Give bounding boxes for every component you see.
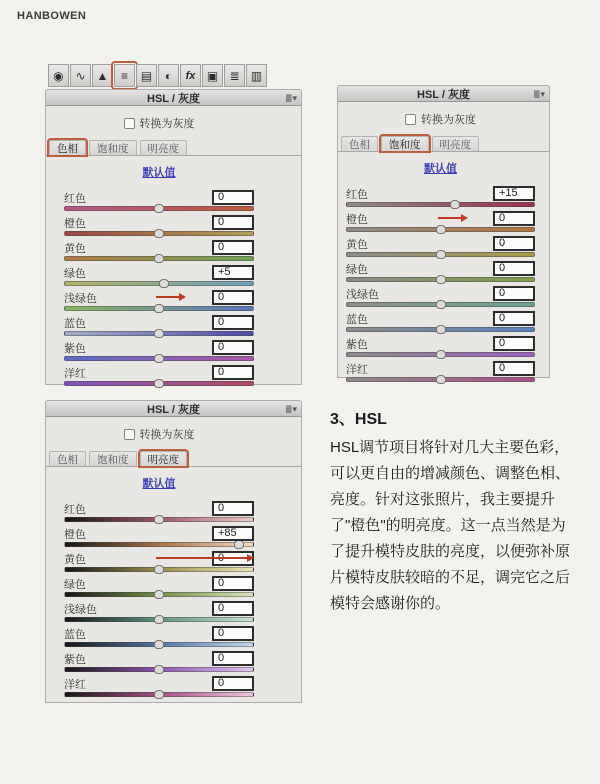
tab-bar bbox=[46, 451, 301, 467]
slider-value-input[interactable]: 0 bbox=[212, 190, 254, 205]
slider-thumb[interactable] bbox=[436, 350, 446, 359]
annotation-arrow-icon bbox=[156, 296, 180, 298]
slider-value-input[interactable]: 0 bbox=[212, 576, 254, 591]
panel-header bbox=[46, 90, 301, 106]
panel-menu-icon[interactable]: ≣▾ bbox=[284, 93, 297, 103]
slider-label: 红色 bbox=[64, 503, 86, 516]
slider-row bbox=[346, 336, 535, 357]
lens-corrections-icon[interactable]: ◐ bbox=[158, 64, 179, 87]
slider-list bbox=[64, 190, 254, 386]
article-block bbox=[330, 406, 574, 617]
slider-value-input[interactable]: 0 bbox=[212, 215, 254, 230]
slider-thumb[interactable] bbox=[436, 375, 446, 384]
slider-label: 黄色 bbox=[346, 238, 368, 251]
slider-track[interactable] bbox=[346, 377, 535, 382]
slider-row bbox=[64, 240, 254, 261]
slider-track[interactable] bbox=[64, 331, 254, 336]
slider-label: 绿色 bbox=[64, 578, 86, 591]
slider-row bbox=[64, 315, 254, 336]
slider-label: 绿色 bbox=[64, 267, 86, 280]
slider-row bbox=[346, 211, 535, 232]
effects-icon[interactable]: fx bbox=[180, 64, 201, 87]
slider-label: 蓝色 bbox=[346, 313, 368, 326]
convert-grayscale-row bbox=[64, 426, 254, 442]
slider-row bbox=[64, 676, 254, 697]
slider-label: 浅绿色 bbox=[64, 292, 97, 305]
slider-thumb[interactable] bbox=[436, 325, 446, 334]
defaults-link[interactable]: 默认值 bbox=[142, 478, 176, 490]
convert-grayscale-checkbox[interactable] bbox=[405, 114, 416, 125]
slider-label: 橙色 bbox=[64, 217, 86, 230]
slider-thumb[interactable] bbox=[436, 250, 446, 259]
slider-value-input[interactable]: 0 bbox=[212, 290, 254, 305]
tab-bar bbox=[46, 140, 301, 156]
slider-value-input[interactable]: 0 bbox=[212, 626, 254, 641]
slider-row bbox=[64, 576, 254, 597]
acr-toolbar bbox=[48, 64, 267, 87]
slider-value-input[interactable]: 0 bbox=[493, 286, 535, 301]
snapshots-icon[interactable]: ▥ bbox=[246, 64, 267, 87]
slider-row bbox=[64, 551, 254, 572]
slider-row bbox=[64, 626, 254, 647]
slider-track[interactable] bbox=[346, 352, 535, 357]
slider-value-input[interactable]: 0 bbox=[212, 501, 254, 516]
slider-thumb[interactable] bbox=[436, 300, 446, 309]
slider-label: 洋红 bbox=[64, 678, 86, 691]
slider-thumb[interactable] bbox=[234, 540, 244, 549]
slider-row bbox=[64, 215, 254, 236]
slider-row bbox=[346, 311, 535, 332]
slider-thumb[interactable] bbox=[154, 615, 164, 624]
panel-header bbox=[338, 86, 549, 102]
panel-title: HSL / 灰度 bbox=[147, 92, 200, 105]
slider-track[interactable] bbox=[346, 202, 535, 207]
slider-value-input[interactable]: +5 bbox=[212, 265, 254, 280]
watermark: HANBOWEN bbox=[17, 10, 87, 22]
defaults-row bbox=[346, 159, 535, 177]
panel-header bbox=[46, 401, 301, 417]
slider-value-input[interactable]: 0 bbox=[493, 336, 535, 351]
slider-label: 蓝色 bbox=[64, 317, 86, 330]
slider-track[interactable] bbox=[64, 231, 254, 236]
slider-track[interactable] bbox=[64, 381, 254, 386]
convert-grayscale-label: 转换为灰度 bbox=[421, 114, 476, 126]
slider-row bbox=[64, 365, 254, 386]
slider-value-input[interactable]: 0 bbox=[493, 311, 535, 326]
slider-thumb[interactable] bbox=[154, 354, 164, 363]
hsl-grayscale-icon[interactable]: ≡ bbox=[114, 64, 135, 87]
slider-row bbox=[64, 526, 254, 547]
camera-calibration-icon[interactable]: ▣ bbox=[202, 64, 223, 87]
tab-luminance[interactable]: 明亮度 bbox=[432, 136, 480, 151]
slider-value-input[interactable]: 0 bbox=[493, 261, 535, 276]
basic-icon[interactable]: ◉ bbox=[48, 64, 69, 87]
slider-value-input[interactable]: 0 bbox=[493, 236, 535, 251]
slider-label: 绿色 bbox=[346, 263, 368, 276]
slider-value-input[interactable]: 0 bbox=[493, 211, 535, 226]
slider-list bbox=[346, 186, 535, 382]
slider-track[interactable] bbox=[346, 302, 535, 307]
presets-icon[interactable]: ≣ bbox=[224, 64, 245, 87]
slider-thumb[interactable] bbox=[436, 275, 446, 284]
defaults-row bbox=[64, 474, 254, 492]
defaults-link[interactable]: 默认值 bbox=[142, 167, 176, 179]
defaults-row bbox=[64, 163, 254, 181]
tab-saturation[interactable]: 饱和度 bbox=[89, 451, 137, 466]
slider-row bbox=[346, 261, 535, 282]
slider-label: 蓝色 bbox=[64, 628, 86, 641]
slider-label: 浅绿色 bbox=[346, 288, 379, 301]
annotation-arrow-icon bbox=[438, 217, 462, 219]
convert-grayscale-row bbox=[346, 111, 535, 127]
tone-curve-icon[interactable]: ∿ bbox=[70, 64, 91, 87]
annotation-arrow-icon bbox=[156, 557, 248, 559]
slider-value-input[interactable]: 0 bbox=[212, 676, 254, 691]
slider-thumb[interactable] bbox=[154, 329, 164, 338]
slider-thumb[interactable] bbox=[154, 254, 164, 263]
slider-label: 红色 bbox=[64, 192, 86, 205]
slider-list bbox=[64, 501, 254, 697]
slider-thumb[interactable] bbox=[154, 690, 164, 699]
slider-label: 黄色 bbox=[64, 242, 86, 255]
tab-hue[interactable]: 色相 bbox=[341, 136, 378, 151]
slider-row bbox=[64, 290, 254, 311]
slider-value-input[interactable]: 0 bbox=[212, 240, 254, 255]
slider-label: 洋红 bbox=[346, 363, 368, 376]
slider-thumb[interactable] bbox=[154, 565, 164, 574]
slider-value-input[interactable]: +85 bbox=[212, 526, 254, 541]
convert-grayscale-checkbox[interactable] bbox=[124, 118, 135, 129]
slider-track[interactable] bbox=[64, 517, 254, 522]
slider-label: 浅绿色 bbox=[64, 603, 97, 616]
slider-thumb[interactable] bbox=[154, 204, 164, 213]
slider-thumb[interactable] bbox=[450, 200, 460, 209]
slider-track[interactable] bbox=[346, 227, 535, 232]
slider-thumb[interactable] bbox=[154, 515, 164, 524]
slider-row bbox=[64, 651, 254, 672]
convert-grayscale-label: 转换为灰度 bbox=[139, 118, 195, 130]
detail-icon[interactable]: ▲ bbox=[92, 64, 113, 87]
panel-title: HSL / 灰度 bbox=[417, 88, 470, 101]
slider-label: 橙色 bbox=[346, 213, 368, 226]
tab-luminance[interactable]: 明亮度 bbox=[140, 451, 188, 466]
hsl-panel-saturation bbox=[337, 85, 550, 378]
slider-thumb[interactable] bbox=[436, 225, 446, 234]
slider-track[interactable] bbox=[64, 592, 254, 597]
slider-track[interactable] bbox=[64, 281, 254, 286]
slider-label: 紫色 bbox=[64, 342, 86, 355]
tab-saturation[interactable]: 饱和度 bbox=[89, 140, 137, 155]
slider-label: 橙色 bbox=[64, 528, 86, 541]
slider-value-input[interactable]: 0 bbox=[212, 601, 254, 616]
tab-bar bbox=[338, 136, 549, 152]
slider-row bbox=[346, 286, 535, 307]
article-heading: 3、HSL bbox=[330, 411, 387, 428]
slider-value-input[interactable]: 0 bbox=[212, 365, 254, 380]
panel-title: HSL / 灰度 bbox=[147, 403, 200, 416]
article-body: HSL调节项目将针对几大主要色彩，可以更自由的增减颜色、调整色相、亮度。针对这张照片，我主要提升了"橙色"的明亮度。这一点当然是为了提升模特皮肤的亮度，以便弥补原片模特皮肤较暗的不足，调完它之后模特会感谢你的。 bbox=[330, 439, 571, 612]
slider-label: 红色 bbox=[346, 188, 368, 201]
slider-thumb[interactable] bbox=[154, 304, 164, 313]
slider-row bbox=[346, 236, 535, 257]
slider-thumb[interactable] bbox=[154, 590, 164, 599]
slider-track[interactable] bbox=[64, 356, 254, 361]
defaults-link[interactable]: 默认值 bbox=[424, 163, 457, 175]
tab-saturation[interactable]: 饱和度 bbox=[381, 136, 429, 151]
slider-thumb[interactable] bbox=[159, 279, 169, 288]
slider-track[interactable] bbox=[64, 692, 254, 697]
tab-hue[interactable]: 色相 bbox=[49, 140, 86, 155]
hsl-panel-luminance bbox=[45, 400, 302, 703]
slider-row bbox=[64, 265, 254, 286]
slider-row bbox=[64, 501, 254, 522]
panel-menu-icon[interactable]: ≣▾ bbox=[532, 89, 545, 99]
slider-track[interactable] bbox=[64, 567, 254, 572]
tab-luminance[interactable]: 明亮度 bbox=[140, 140, 188, 155]
slider-track[interactable] bbox=[64, 206, 254, 211]
slider-label: 洋红 bbox=[64, 367, 86, 380]
hsl-panel-hue bbox=[45, 89, 302, 385]
slider-thumb[interactable] bbox=[154, 229, 164, 238]
slider-thumb[interactable] bbox=[154, 379, 164, 388]
slider-track[interactable] bbox=[346, 327, 535, 332]
slider-value-input[interactable]: 0 bbox=[212, 651, 254, 666]
convert-grayscale-checkbox[interactable] bbox=[124, 429, 135, 440]
slider-track[interactable] bbox=[64, 617, 254, 622]
slider-value-input[interactable]: 0 bbox=[212, 315, 254, 330]
slider-value-input[interactable]: 0 bbox=[493, 361, 535, 376]
slider-track[interactable] bbox=[64, 542, 254, 547]
slider-track[interactable] bbox=[64, 256, 254, 261]
slider-label: 紫色 bbox=[346, 338, 368, 351]
split-toning-icon[interactable]: ▤ bbox=[136, 64, 157, 87]
slider-thumb[interactable] bbox=[154, 665, 164, 674]
slider-label: 紫色 bbox=[64, 653, 86, 666]
slider-row bbox=[64, 340, 254, 361]
slider-label: 黄色 bbox=[64, 553, 86, 566]
slider-track[interactable] bbox=[64, 667, 254, 672]
slider-thumb[interactable] bbox=[154, 640, 164, 649]
slider-row bbox=[64, 601, 254, 622]
slider-row bbox=[346, 186, 535, 207]
tab-hue[interactable]: 色相 bbox=[49, 451, 86, 466]
convert-grayscale-label: 转换为灰度 bbox=[139, 429, 195, 441]
convert-grayscale-row bbox=[64, 115, 254, 131]
slider-value-input[interactable]: 0 bbox=[212, 340, 254, 355]
slider-value-input[interactable]: +15 bbox=[493, 186, 535, 201]
slider-track[interactable] bbox=[64, 306, 254, 311]
slider-row bbox=[346, 361, 535, 382]
slider-track[interactable] bbox=[346, 277, 535, 282]
slider-row bbox=[64, 190, 254, 211]
slider-track[interactable] bbox=[346, 252, 535, 257]
panel-menu-icon[interactable]: ≣▾ bbox=[284, 404, 297, 414]
slider-track[interactable] bbox=[64, 642, 254, 647]
